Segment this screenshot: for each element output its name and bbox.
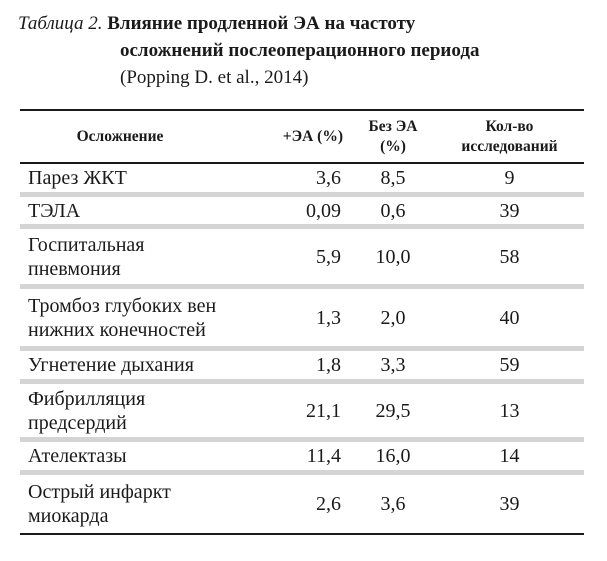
- row-with-ea: 0,09: [306, 199, 341, 222]
- row-with-ea: 1,3: [316, 306, 341, 329]
- row-studies: 13: [499, 399, 520, 422]
- row-with-ea: 1,8: [316, 354, 341, 376]
- caption-source: (Popping D. et al., 2014): [120, 67, 309, 88]
- header-without-ea: Без ЭА (%): [368, 117, 418, 155]
- row-with-ea: 5,9: [316, 245, 341, 268]
- caption-label: Таблица 2.: [18, 13, 103, 34]
- table-row: [20, 475, 584, 535]
- row-with-ea: 3,6: [316, 167, 341, 189]
- row-complication: Угнетение дыхания: [28, 354, 194, 376]
- table-row: [20, 229, 584, 289]
- row-without-ea: 16,0: [375, 445, 411, 467]
- table-row: [20, 442, 584, 475]
- caption-title-line-1: Влияние продленной ЭА на частоту: [107, 13, 416, 34]
- row-without-ea: 2,0: [380, 306, 406, 329]
- complications-table: [20, 109, 584, 535]
- row-studies: 14: [499, 445, 520, 467]
- row-studies: 39: [499, 199, 520, 222]
- table-caption: [18, 10, 598, 91]
- row-studies: 59: [499, 354, 520, 376]
- caption-line-1: [18, 10, 598, 37]
- row-without-ea: 0,6: [380, 199, 406, 222]
- row-complication: Парез ЖКТ: [28, 167, 127, 189]
- row-complication: Острый инфаркт миокарда: [28, 481, 171, 527]
- table-row: [20, 289, 584, 351]
- row-without-ea: 3,3: [380, 354, 406, 376]
- row-with-ea: 11,4: [306, 445, 341, 467]
- caption-title-line-2: осложнений послеоперационного периода: [120, 40, 480, 61]
- row-studies: 9: [504, 167, 515, 189]
- header-complication: Осложнение: [76, 127, 164, 145]
- header-studies: Кол-во исследований: [461, 117, 558, 155]
- row-without-ea: 8,5: [380, 167, 406, 189]
- table-header-row: [20, 109, 584, 164]
- row-without-ea: 3,6: [380, 493, 406, 515]
- row-complication: Тромбоз глубоких вен нижних конечностей: [28, 294, 217, 341]
- row-with-ea: 2,6: [316, 493, 341, 515]
- table-row: [20, 197, 584, 229]
- row-without-ea: 10,0: [375, 245, 411, 268]
- header-with-ea: +ЭА (%): [282, 127, 343, 145]
- table-row: [20, 164, 584, 197]
- row-complication: ТЭЛА: [28, 199, 81, 222]
- table-row: [20, 384, 584, 442]
- row-with-ea: 21,1: [306, 399, 341, 422]
- table-row: [20, 351, 584, 384]
- row-studies: 39: [499, 493, 520, 515]
- row-complication: Ателектазы: [28, 445, 127, 467]
- row-studies: 40: [499, 306, 520, 329]
- row-without-ea: 29,5: [375, 399, 411, 422]
- row-complication: Фибрилляция предсердий: [28, 387, 146, 434]
- row-complication: Госпитальная пневмония: [28, 233, 145, 280]
- row-studies: 58: [499, 245, 520, 268]
